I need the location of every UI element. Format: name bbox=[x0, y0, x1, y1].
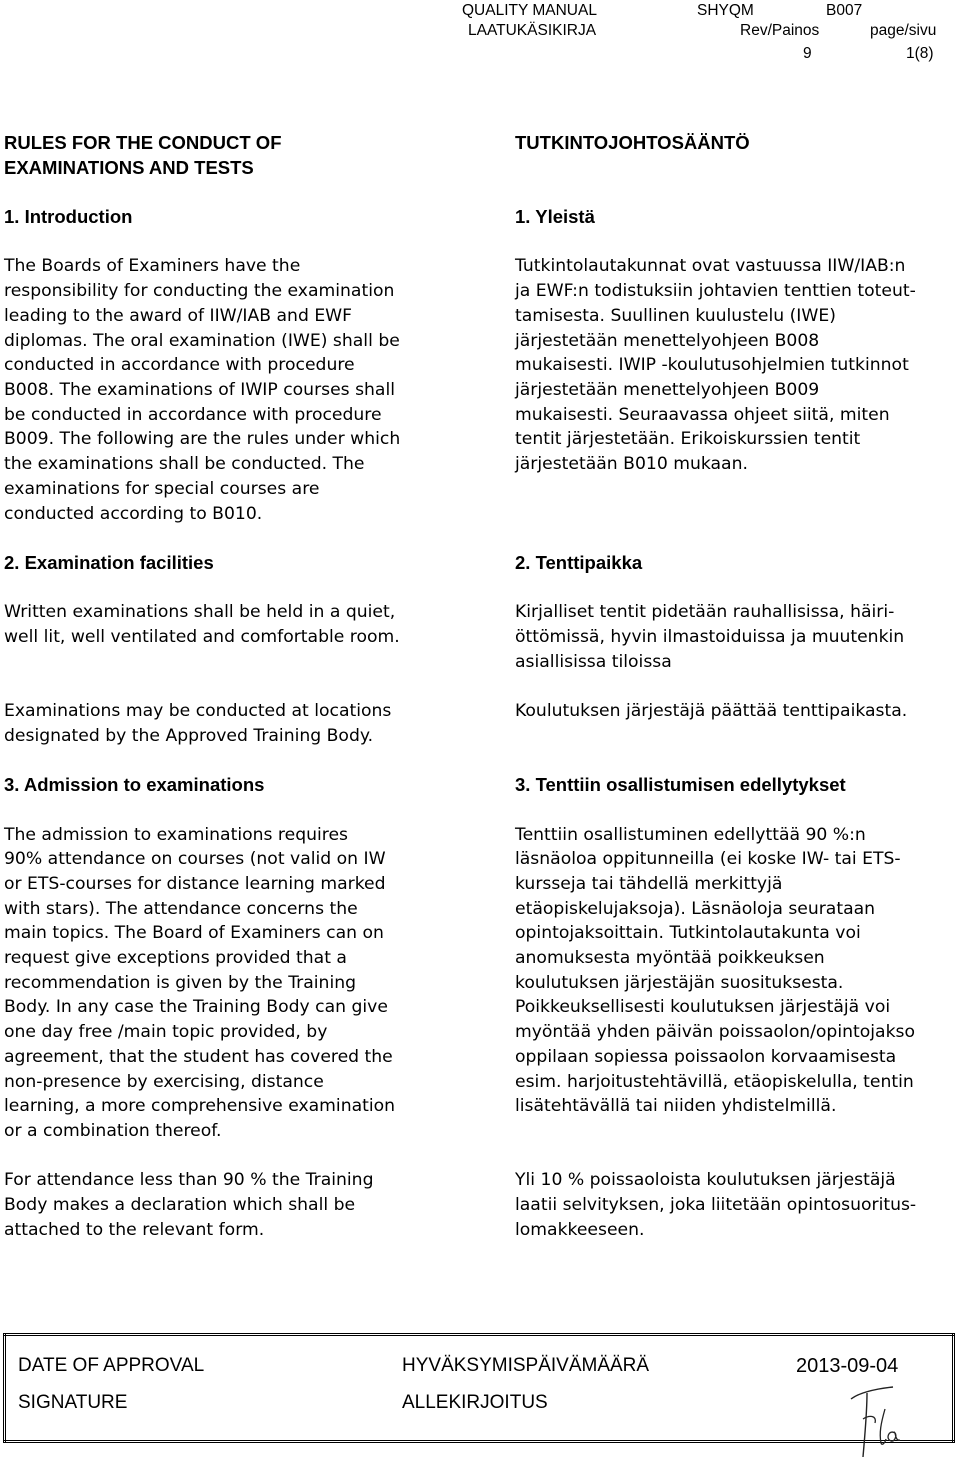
text-line: diplomas. The oral examination (IWE) shall be bbox=[4, 330, 400, 351]
text-line: esim. harjoitustehtävillä, etäopiskelulla, tentin bbox=[515, 1071, 914, 1092]
handwritten-signature bbox=[845, 1385, 905, 1460]
section-2-heading-fi: 2. Tenttipaikka bbox=[515, 551, 643, 573]
manual-title-en: QUALITY MANUAL bbox=[462, 2, 597, 19]
text-line: well lit, well ventilated and comfortable room. bbox=[4, 627, 400, 647]
approval-label-fi: HYVÄKSYMISPÄIVÄMÄÄRÄ bbox=[402, 1354, 650, 1376]
section-3-heading: 3. Admission to examinations bbox=[4, 774, 265, 796]
text-line: leading to the award of IIW/IAB and EWF bbox=[4, 305, 353, 326]
section-1-text bbox=[4, 254, 454, 526]
doc-id: B007 bbox=[826, 2, 863, 19]
title-line-1: RULES FOR THE CONDUCT OF bbox=[4, 132, 282, 153]
text-line: or a combination thereof. bbox=[4, 1121, 222, 1141]
text-line: Yli 10 % poissaoloista koulutuksen järjestäjä bbox=[515, 1170, 896, 1191]
manual-title-fi: LAATUKÄSIKIRJA bbox=[468, 22, 597, 39]
text-line: lisätehtävällä tai niiden yhdistelmillä. bbox=[515, 1096, 837, 1117]
text-line: examinations for special courses are bbox=[4, 478, 320, 499]
title-fi: TUTKINTOJOHTOSÄÄNTÖ bbox=[515, 132, 750, 153]
section-3-paragraph-1-fi bbox=[515, 823, 960, 1119]
section-2-paragraph-1-fi bbox=[515, 600, 960, 674]
text-line: responsibility for conducting the examination bbox=[4, 281, 395, 302]
text-line: conducted according to B010. bbox=[4, 503, 263, 524]
text-line: main topics. The Board of Examiners can on bbox=[4, 923, 384, 944]
text-line: Koulutuksen järjestäjä päättää tenttipaikasta. bbox=[515, 701, 908, 722]
text-line: Kirjalliset tentit pidetään rauhallisissa, häiri- bbox=[515, 602, 895, 623]
text-line: The Boards of Examiners have the bbox=[4, 256, 301, 277]
text-line: Examinations may be conducted at locations bbox=[4, 701, 392, 722]
section-2-paragraph-2-fi bbox=[515, 699, 960, 724]
text-line: läsnäoloa oppitunneilla (ei koske IW- tai ETS- bbox=[515, 849, 901, 870]
english-column bbox=[4, 131, 454, 1243]
approval-label-en: DATE OF APPROVAL bbox=[18, 1354, 205, 1376]
section-3-paragraph-2-fi bbox=[515, 1168, 960, 1242]
text-line: B009. The following are the rules under which bbox=[4, 429, 401, 450]
text-line: Body makes a declaration which shall be bbox=[4, 1195, 356, 1216]
rev-label: Rev/Painos bbox=[740, 22, 820, 39]
text-line: Written examinations shall be held in a quiet, bbox=[4, 602, 396, 623]
text-line: järjestetään menettelyohjeen B009 bbox=[515, 379, 820, 400]
text-line: Tenttiin osallistuminen edellyttää 90 %:n bbox=[515, 824, 866, 845]
section-3-paragraph-1 bbox=[4, 823, 454, 1144]
text-line: conducted in accordance with procedure bbox=[4, 355, 355, 376]
text-line: mukaisesti. IWIP -koulutusohjelmien tutkinnot bbox=[515, 355, 909, 376]
section-1-text-fi bbox=[515, 254, 960, 476]
doc-code: SHYQM bbox=[697, 2, 754, 19]
text-line: järjestetään menettelyohjeen B008 bbox=[515, 330, 820, 351]
text-line: ja EWF:n todistuksiin johtavien tenttien toteut- bbox=[515, 281, 916, 302]
text-line: etäopiskelujaksoja). Läsnäoloja seurataan bbox=[515, 898, 876, 919]
text-line: the examinations shall be conducted. The bbox=[4, 454, 365, 475]
text-line: öttömissä, hyvin ilmastoiduissa ja muutenkin bbox=[515, 626, 905, 647]
text-line: agreement, that the student has covered the bbox=[4, 1046, 393, 1067]
text-line: Body. In any case the Training Body can give bbox=[4, 997, 388, 1018]
text-line: attached to the relevant form. bbox=[4, 1219, 265, 1240]
text-line: Tutkintolautakunnat ovat vastuussa IIW/IAB:n bbox=[515, 256, 906, 277]
text-line: opintojaksoittain. Tutkintolautakunta voi bbox=[515, 923, 861, 944]
text-line: B008. The examinations of IWIP courses shall bbox=[4, 380, 396, 400]
text-line: tentit järjestetään. Erikoiskurssien tentit bbox=[515, 429, 861, 450]
section-3-heading-fi: 3. Tenttiin osallistumisen edellytykset bbox=[515, 774, 846, 796]
title-line-2: EXAMINATIONS AND TESTS bbox=[4, 156, 254, 178]
section-3-paragraph-2 bbox=[4, 1168, 454, 1242]
text-line: tamisesta. Suullinen kuulustelu (IWE) bbox=[515, 305, 836, 326]
page-label: page/sivu bbox=[870, 22, 937, 39]
section-2-heading: 2. Examination facilities bbox=[4, 551, 214, 573]
signature-label-en: SIGNATURE bbox=[18, 1391, 128, 1413]
text-line: one day free /main topic provided, by bbox=[4, 1022, 328, 1043]
finnish-column bbox=[515, 131, 960, 1242]
section-2-paragraph-1 bbox=[4, 600, 454, 649]
text-line: mukaisesti. Seuraavassa ohjeet siitä, miten bbox=[515, 404, 890, 425]
text-line: designated by the Approved Training Body. bbox=[4, 725, 374, 746]
text-line: recommendation is given by the Training bbox=[4, 972, 357, 993]
text-line: non-presence by exercising, distance bbox=[4, 1071, 324, 1092]
text-line: or ETS-courses for distance learning marked bbox=[4, 873, 386, 894]
text-line: asiallisissa tiloissa bbox=[515, 651, 672, 672]
text-line: myöntää yhden päivän poissaolon/opintojakso bbox=[515, 1022, 915, 1043]
text-line: kursseja tai tähdellä merkittyjä bbox=[515, 873, 783, 894]
text-line: Poikkeuksellisesti koulutuksen järjestäjä voi bbox=[515, 997, 891, 1018]
text-line: järjestetään B010 mukaan. bbox=[515, 454, 748, 475]
page-value: 1(8) bbox=[906, 45, 934, 62]
approval-date: 2013-09-04 bbox=[796, 1355, 899, 1378]
signature-label-fi: ALLEKIRJOITUS bbox=[402, 1391, 548, 1413]
text-line: The admission to examinations requires bbox=[4, 824, 348, 845]
rev-value: 9 bbox=[803, 45, 812, 62]
text-line: lomakkeeseen. bbox=[515, 1219, 645, 1240]
section-1-heading: 1. Introduction bbox=[4, 206, 133, 228]
text-line: be conducted in accordance with procedure bbox=[4, 404, 382, 425]
text-line: oppilaan sopiessa poissaolon korvaamisesta bbox=[515, 1046, 897, 1067]
text-line: request give exceptions provided that a bbox=[4, 948, 347, 969]
section-2-paragraph-2 bbox=[4, 699, 454, 748]
approval-table bbox=[3, 1333, 955, 1443]
text-line: laatii selvityksen, joka liitetään opintosuoritus- bbox=[515, 1195, 917, 1216]
section-1-heading-fi: 1. Yleistä bbox=[515, 206, 595, 228]
text-line: with stars). The attendance concerns the bbox=[4, 898, 358, 919]
text-line: For attendance less than 90 % the Training bbox=[4, 1170, 374, 1191]
text-line: learning, a more comprehensive examination bbox=[4, 1096, 396, 1117]
text-line: 90% attendance on courses (not valid on IW bbox=[4, 849, 386, 870]
text-line: koulutuksen järjestäjän suosituksesta. bbox=[515, 972, 844, 993]
text-line: anomuksesta myöntää poikkeuksen bbox=[515, 948, 825, 969]
